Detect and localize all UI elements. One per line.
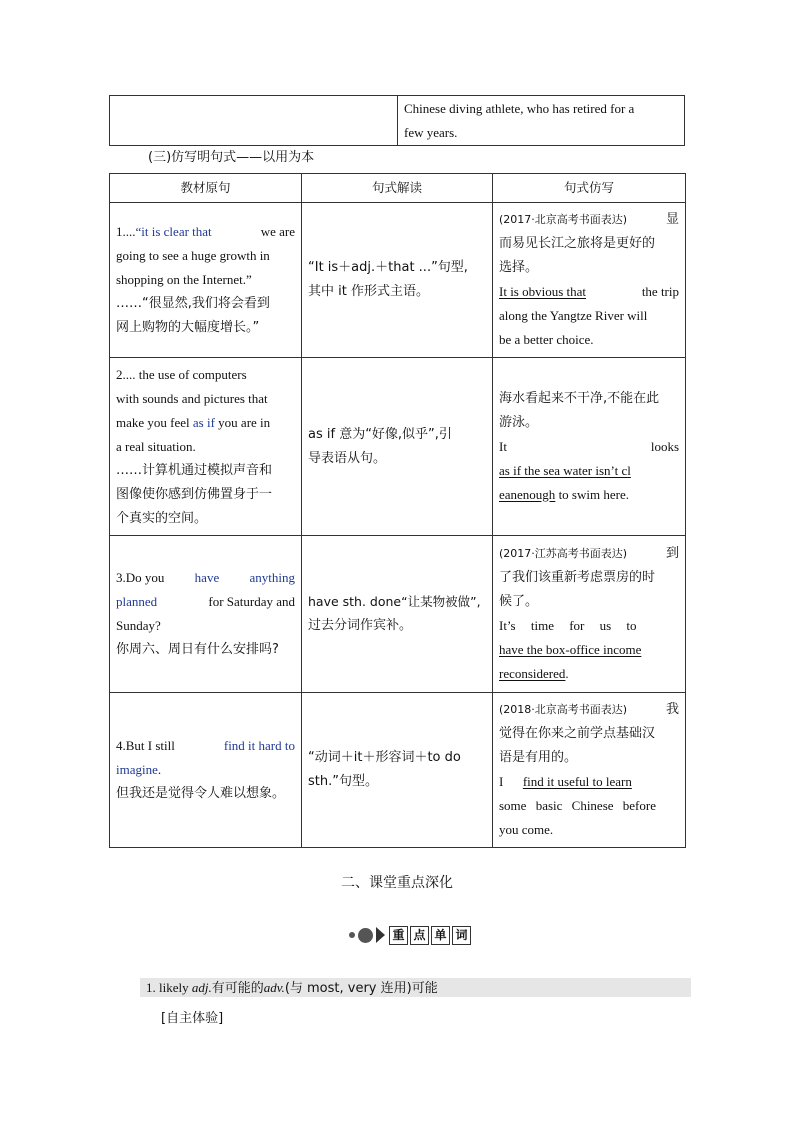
vocab-meaning: (与 most, very 连用)可能	[284, 981, 438, 996]
row3-imitation	[493, 536, 686, 693]
row4-imitation-en: I	[499, 774, 504, 789]
top-table-line1: Chinese diving athlete, who has retired for a	[404, 100, 635, 116]
header-original: 教材原句	[110, 174, 302, 203]
row2-analysis-text: 导表语从句。	[308, 450, 387, 466]
row2-imitation-en: It	[499, 438, 507, 454]
row4-imitation-zh: 语是有用的。	[499, 750, 578, 765]
row2-analysis-text: as if 意为“好像,似乎”,引	[308, 426, 452, 442]
row1-imitation-en: along the Yangtze River will	[499, 308, 648, 323]
row1-imitation-en: the trip	[641, 284, 679, 299]
top-table-right-cell	[398, 96, 685, 146]
arrow-icon	[376, 927, 385, 943]
badge-char: 点	[410, 926, 429, 945]
sentence-table	[109, 173, 686, 848]
row4-analysis	[302, 693, 493, 848]
row2-text: you are in	[218, 414, 271, 430]
row1-imitation-en: be a better choice.	[499, 332, 594, 347]
circle-icon	[358, 928, 373, 943]
row1-imitation-zh: 选择。	[499, 260, 539, 275]
row2-text: 2.... the use of computers	[116, 366, 247, 382]
row2-original	[110, 358, 302, 536]
row1-source: (2017·北京高考书面表达)	[499, 213, 628, 226]
table-row	[110, 203, 686, 358]
row3-analysis-text: 过去分词作宾补。	[308, 618, 413, 633]
row4-key-phrase: imagine	[116, 762, 158, 777]
row3-text: 3.Do you	[116, 570, 165, 585]
row3-text: Sunday?	[116, 618, 161, 633]
row4-analysis-text: sth.”句型。	[308, 774, 378, 789]
row1-text: shopping on the Internet.”	[116, 272, 252, 287]
key-words-badge	[349, 924, 473, 946]
row1-translation: 网上购物的大幅度增长。”	[116, 320, 260, 335]
row3-original	[110, 536, 302, 693]
vocab-item-1	[140, 978, 691, 997]
row1-imitation-zh: 显	[665, 212, 679, 227]
row2-imitation-en: looks	[650, 438, 679, 454]
row1-original	[110, 203, 302, 358]
row3-analysis-text: have sth. done“让某物被做”,	[308, 594, 481, 609]
dot-icon	[349, 932, 355, 938]
row4-imitation-en: you come.	[499, 822, 554, 837]
row4-answer: find it useful to learn	[522, 774, 632, 789]
row3-text: for Saturday and	[208, 594, 295, 609]
row2-text: make you feel	[116, 414, 190, 430]
row3-answer: have the box-office income	[499, 642, 642, 657]
row2-translation: ……计算机通过模拟声音和	[116, 462, 273, 478]
row2-text: with sounds and pictures that	[116, 390, 268, 406]
row1-text: going to see a huge growth in	[116, 248, 270, 263]
row3-analysis	[302, 536, 493, 693]
row4-source: (2018·北京高考书面表达)	[499, 703, 628, 716]
header-imitation: 句式仿写	[493, 174, 686, 203]
vocab-pos: adj.	[191, 980, 212, 995]
row1-analysis-text: 其中 it 作形式主语。	[308, 284, 429, 299]
section3-title: (三)仿写明句式——以用为本	[148, 150, 315, 165]
row1-analysis	[302, 203, 493, 358]
row4-imitation-en: some basic Chinese before	[499, 798, 656, 813]
row1-analysis-text: “It is＋adj.＋that ...”句型,	[308, 260, 468, 275]
row1-imitation-zh: 而易见长江之旅将是更好的	[499, 236, 656, 251]
badge-char: 重	[389, 926, 408, 945]
row2-text: a real situation.	[116, 438, 196, 454]
row3-imitation-zh: 了我们该重新考虑票房的时	[499, 570, 656, 585]
row3-key-phrase: have	[194, 570, 220, 585]
row4-imitation-zh: 我	[665, 702, 679, 717]
table-row	[110, 536, 686, 693]
section2-title: 二、课堂重点深化	[341, 875, 453, 891]
table-header-row	[110, 174, 686, 203]
row4-imitation-zh: 觉得在你来之前学点基础汉	[499, 726, 656, 741]
row3-source: (2017·江苏高考书面表达)	[499, 547, 628, 560]
row3-key-phrase: anything	[249, 570, 295, 585]
row4-translation: 但我还是觉得令人难以想象。	[116, 786, 286, 801]
row2-translation: 图像使你感到仿佛置身于一	[116, 486, 273, 502]
row2-imitation-zh: 游泳。	[499, 414, 539, 430]
row1-imitation	[493, 203, 686, 358]
row3-imitation-zh: 到	[665, 546, 679, 561]
top-table	[109, 95, 685, 146]
badge-char: 词	[452, 926, 471, 945]
row4-text: .	[157, 762, 162, 777]
row3-answer: reconsidered	[499, 666, 566, 681]
table-row	[110, 693, 686, 848]
vocab-pos: adv.	[263, 980, 285, 995]
row2-key-phrase: as if	[192, 414, 215, 430]
row3-key-phrase: planned	[116, 594, 158, 609]
header-analysis: 句式解读	[302, 174, 493, 203]
item-number: 1.	[146, 980, 156, 995]
top-table-left-cell	[110, 96, 398, 146]
table-row	[110, 358, 686, 536]
row2-analysis	[302, 358, 493, 536]
row3-translation: 你周六、周日有什么安排吗?	[116, 642, 279, 657]
row3-imitation-zh: 候了。	[499, 594, 539, 609]
self-experience-label: [自主体验]	[161, 1011, 224, 1026]
row1-translation: ……“很显然,我们将会看到	[116, 296, 270, 311]
row4-original	[110, 693, 302, 848]
vocab-word: likely	[159, 980, 189, 995]
row4-analysis-text: “动词＋it＋形容词＋to do	[308, 750, 461, 765]
vocab-meaning: 有可能的	[211, 981, 264, 996]
row2-translation: 个真实的空间。	[116, 510, 208, 526]
row4-imitation	[493, 693, 686, 848]
row2-answer: as if the sea water isn’t cl	[499, 462, 631, 478]
row3-imitation-en: .	[565, 666, 569, 681]
row2-imitation-en: to swim here.	[558, 486, 629, 502]
top-table-line2: few years.	[404, 124, 458, 140]
row3-imitation-en: It’s time for us to	[499, 618, 637, 633]
row4-text: 4.But I still	[116, 738, 175, 753]
row2-answer: eanenough	[499, 486, 556, 502]
row2-imitation	[493, 358, 686, 536]
badge-char: 单	[431, 926, 450, 945]
row1-num: 1....	[116, 224, 136, 239]
row1-key-phrase: “it is clear that	[135, 224, 212, 239]
row2-imitation-zh: 海水看起来不干净,不能在此	[499, 390, 660, 406]
row1-answer: It is obvious that	[499, 284, 587, 299]
row1-text: we are	[260, 224, 295, 239]
row4-key-phrase: find it hard to	[223, 738, 295, 753]
